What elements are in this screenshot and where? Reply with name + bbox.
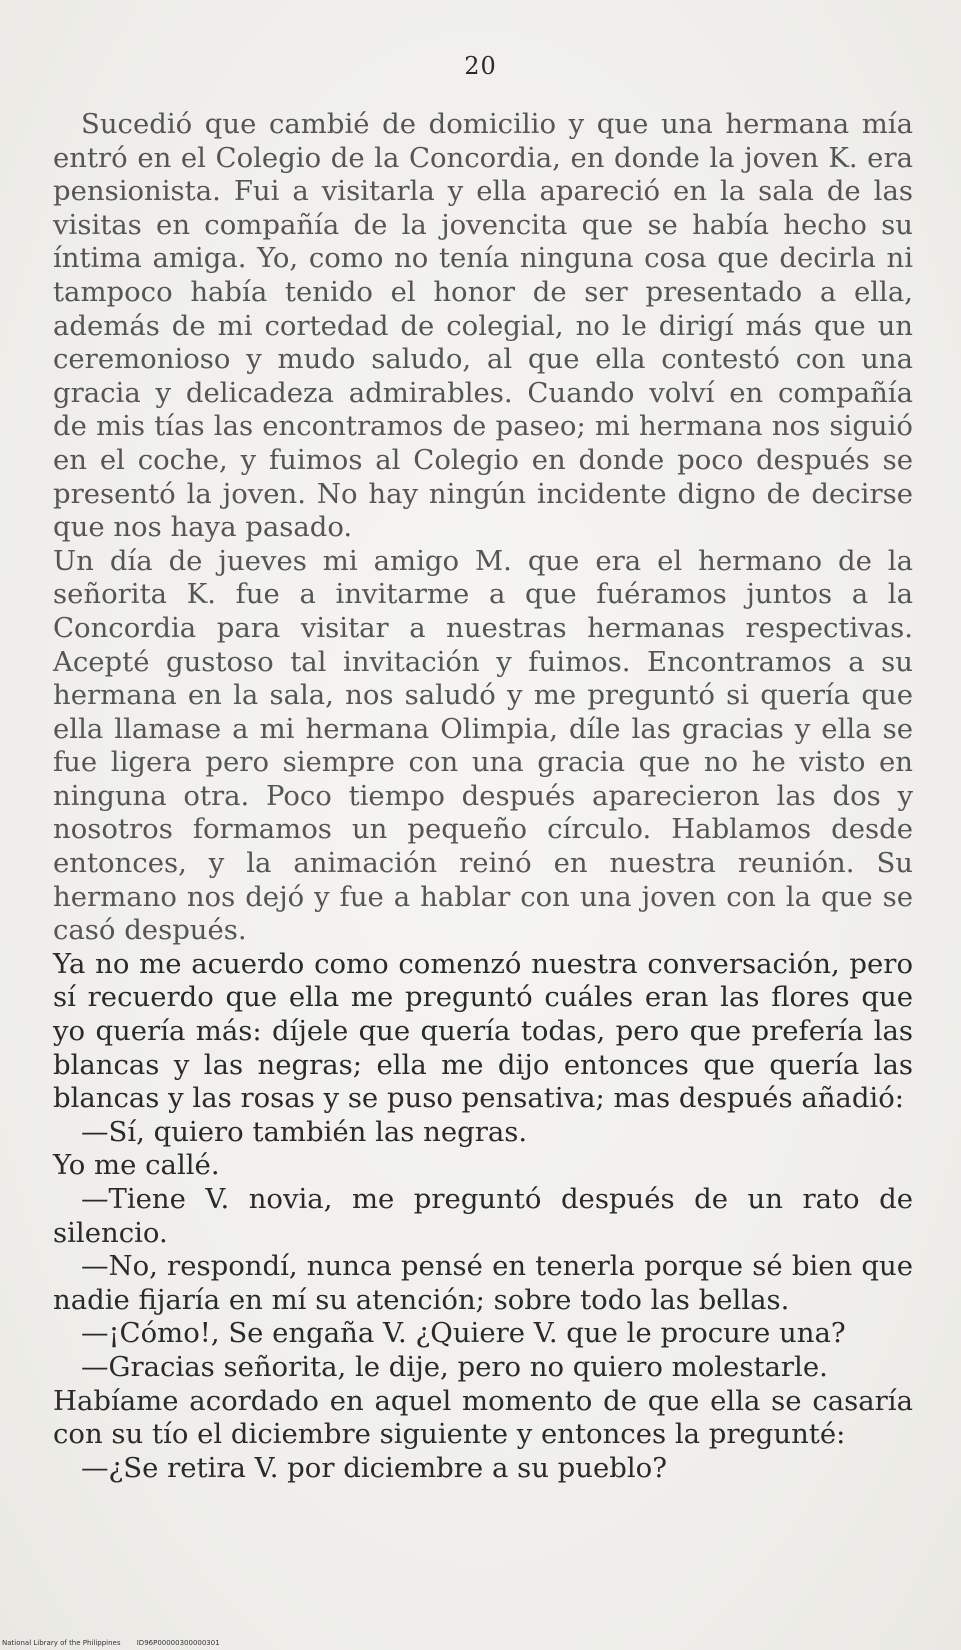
body-text xyxy=(53,108,913,1485)
dialogue-line-6: —Gracias señorita, le dije, pero no quiero molestarle. xyxy=(81,1350,828,1383)
dialogue-line-7: —¿Se retira V. por diciembre a su pueblo? xyxy=(81,1451,667,1484)
footer-library: National Library of the Philippines xyxy=(2,1639,121,1647)
scan-footer xyxy=(2,1639,220,1647)
paragraph-4: Habíame acordado en aquel momento de que ella se casaría con su tío el diciembre siguiente y entonces la pregunté: xyxy=(53,1384,913,1451)
page-number: 20 xyxy=(464,52,497,80)
paragraph-3: Ya no me acuerdo como comenzó nuestra conversación, pero sí recuerdo que ella me preguntó cuáles eran las flores que yo quería más: díjele que quería todas, pero que prefería las blancas y las negras; ella me dijo entonces que quería las blancas y las rosas y se puso pensativa; mas después añadió: xyxy=(53,947,913,1115)
dialogue-line-3: —Tiene V. novia, me preguntó después de un rato de silencio. xyxy=(53,1183,913,1249)
paragraph-2: Un día de jueves mi amigo M. que era el hermano de la señorita K. fue a invitarme a que fuéramos juntos a la Concordia para visitar a nuestras hermanas respectivas. Acepté gustoso tal invitación y fuimos. Encontramos a su hermana en la sala, nos saludó y me preguntó si quería que ella llamase a mi hermana Olimpia, díle las gracias y ella se fue ligera pero siempre con una gracia que no he visto en ninguna otra. Poco tiempo después aparecieron las dos y nosotros formamos un pequeño círculo. Hablamos desde entonces, y la animación reinó en nuestra reunión. Su hermano nos dejó y fue a hablar con una joven con la que se casó después. xyxy=(53,544,913,947)
footer-code: ID96P00000300000301 xyxy=(136,1639,220,1647)
dialogue-line-4: —No, respondí, nunca pensé en tenerla porque sé bien que nadie fijaría en mí su atención; sobre todo las bellas. xyxy=(53,1250,913,1316)
dialogue-line-5: —¡Cómo!, Se engaña V. ¿Quiere V. que le procure una? xyxy=(81,1317,846,1350)
dialogue-line-1: —Sí, quiero también las negras. xyxy=(81,1115,528,1148)
paragraph-1: Sucedió que cambié de domicilio y que una hermana mía entró en el Colegio de la Concordia, en donde la joven K. era pensionista. Fui a visitarla y ella apareció en la sala de las visitas en compañía de la jovencita que se había hecho su íntima amiga. Yo, como no tenía ninguna cosa que decirla ni tampoco había tenido el honor de ser presentado a ella, además de mi cortedad de colegial, no le dirigí más que un ceremonioso y mudo saludo, al que ella contestó con una gracia y delicadeza admirables. Cuando volví en compañía de mis tías las encontramos de paseo; mi hermana nos siguió en el coche, y fuimos al Colegio en donde poco después se presentó la joven. No hay ningún incidente digno de decirse que nos haya pasado. xyxy=(53,108,913,544)
dialogue-line-2: Yo me callé. xyxy=(53,1149,220,1182)
